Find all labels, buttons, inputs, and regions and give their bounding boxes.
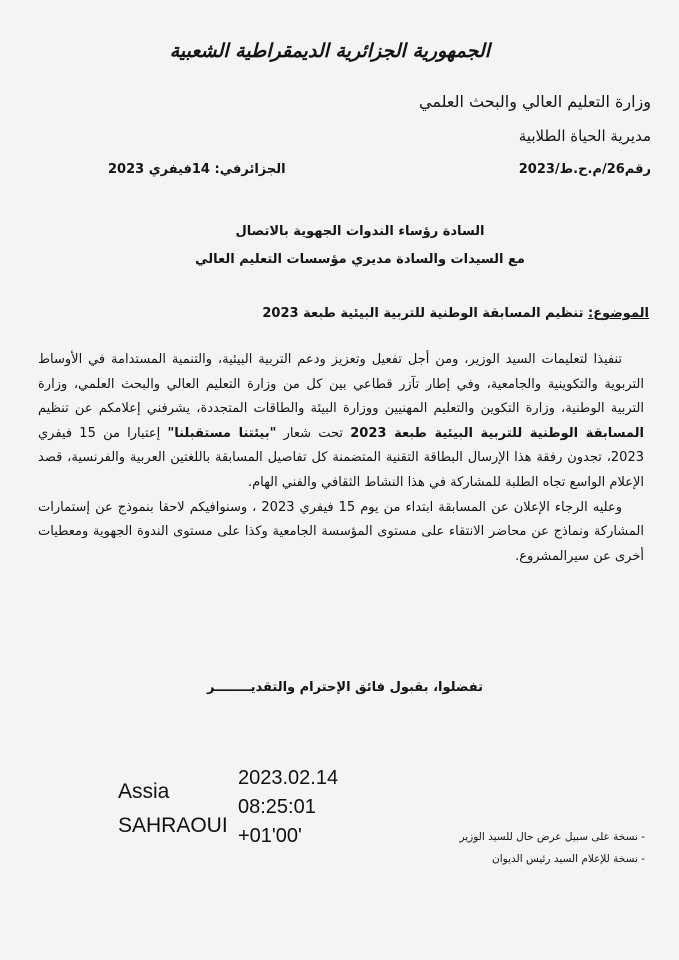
signature-timezone: +01'00' xyxy=(238,825,302,847)
signer-last-name: SAHRAOUI xyxy=(118,814,228,837)
body-paragraph-2: وعليه الرجاء الإعلان عن المسابقة ابتداء من يوم 15 فيفري 2023 ، وسنوافيكم لاحقا بنموذج عن إستمارات المشاركة ونماذج عن محاضر الانتقاء على مستوى المؤسسة الجامعية وكذا على مستوى الندوة الجهوية ومعطيات أخرى عن سيرالمشروع. xyxy=(38,499,644,564)
body-text-segment: تحت شعار xyxy=(276,425,351,441)
subject-text: تنظيم المسابقة الوطنية للتربية البيئية طبعة 2023 xyxy=(262,306,588,321)
body-text-segment: إعتبارا من 15 فيفري 2023، تجدون رفقة هذا الإرسال البطاقة التقنية المتضمنة كل تفاصيل المسابقة باللغتين العربية والفرنسية، قصد الإعلام الواسع تجاه الطلبة للمشاركة في هذا النشاط الثقافي والفني الهام. xyxy=(38,425,644,490)
addressee-block xyxy=(100,218,620,274)
directorate-name: مديرية الحياة الطلابية xyxy=(518,127,651,145)
signer-name xyxy=(118,775,228,843)
addressee-line-1: السادة رؤساء الندوات الجهوية بالاتصال xyxy=(235,224,485,239)
republic-header: الجمهورية الجزائرية الديمقراطية الشعبية xyxy=(169,40,490,62)
signature-time: 08:25:01 xyxy=(238,796,316,818)
subject-line xyxy=(262,306,649,321)
competition-slogan: "بيئتنا مستقبلنا" xyxy=(167,425,277,441)
copy-line-1: - نسخة على سبيل عرض حال للسيد الوزير xyxy=(459,831,645,843)
letter-body xyxy=(38,348,644,569)
signature-timestamp xyxy=(238,764,338,851)
competition-name: المسابقة الوطنية للتربية البيئية طبعة 2023 xyxy=(350,425,644,441)
document-date: الجزائرفي: 14فيفري 2023 xyxy=(108,162,286,177)
closing-line: تفضلوا، بقبول فائق الإحترام والتقديــــــــر xyxy=(207,680,483,695)
ministry-name: وزارة التعليم العالي والبحث العلمي xyxy=(419,92,651,111)
reference-number: رقم26/م.ح.ط/2023 xyxy=(518,162,651,177)
addressee-line-2: مع السيدات والسادة مديري مؤسسات التعليم العالي xyxy=(195,252,525,267)
subject-label: الموضوع: xyxy=(588,306,649,321)
body-paragraph-1 xyxy=(38,348,644,496)
body-text-segment: تنفيذا لتعليمات السيد الوزير، ومن أجل تفعيل وتعزيز ودعم التربية البيئية، والتنمية المستدامة في الأوساط التربوية والتكوينية والجامعية، وفي إطار تآزر قطاعي بين كل من وزارة التعليم العالي والبحث العلمي، وزارة التربية الوطنية، وزارة التكوين والتعليم المهنيين ووزارة البيئة والطاقات المتجددة، يشرفني إعلامكم عن تنظيم xyxy=(38,352,644,417)
signer-first-name: Assia xyxy=(118,780,170,803)
copy-line-2: - نسخة للإعلام السيد رئيس الديوان xyxy=(492,853,645,865)
signature-date: 2023.02.14 xyxy=(238,767,339,789)
copies-list xyxy=(459,826,645,870)
